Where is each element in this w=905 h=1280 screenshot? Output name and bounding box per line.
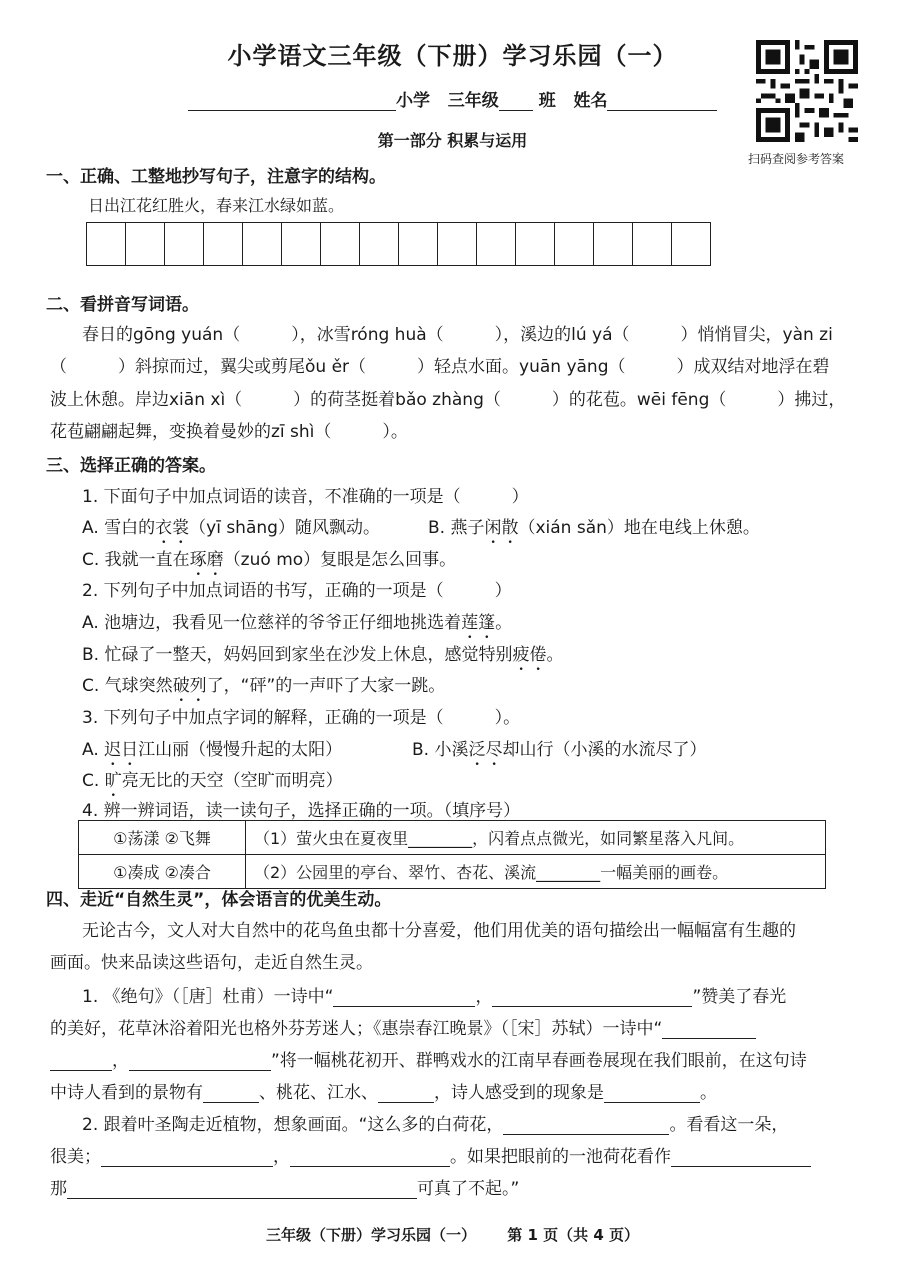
student-info-line	[188, 86, 717, 111]
answer-blank[interactable]	[662, 1020, 756, 1039]
q2-option-b[interactable]	[82, 640, 563, 675]
option-text: 亮无比的天空（空旷而明亮）	[121, 771, 343, 791]
question-text: 。如果把眼前的一池荷花看作	[450, 1147, 671, 1167]
question-text: ，	[273, 1147, 290, 1167]
name-field[interactable]	[607, 92, 717, 111]
option-text: 。	[546, 645, 564, 665]
dotted-word: 闲散	[484, 518, 519, 538]
word-options: ①凑成 ②凑合	[79, 855, 246, 889]
option-text: C. 我就一直在	[82, 550, 190, 570]
question-text: 很美；	[50, 1147, 101, 1167]
grid-cell[interactable]	[399, 223, 438, 265]
intro-line: 无论古今，文人对大自然中的花鸟鱼虫都十分喜爱，他们用优美的语句描绘出一幅幅富有生趣的	[82, 921, 796, 941]
option-text: 却山行（小溪的水流尽了）	[502, 740, 707, 760]
answer-blank[interactable]	[203, 1084, 259, 1103]
question-text: ”赞美了春光	[692, 987, 787, 1007]
lotus-question-line-1	[82, 1110, 788, 1135]
grid-cell[interactable]	[594, 223, 633, 265]
pinyin-line: 春日的gōng yuán（ ），冰雪róng huà（ ），溪边的lú yá（ ）悄悄冒尖，yàn zi	[82, 325, 833, 345]
class-field[interactable]	[499, 92, 533, 111]
question-text: 可真了不起。”	[417, 1179, 520, 1199]
dotted-word: 琢磨	[189, 550, 224, 570]
grid-cell[interactable]	[165, 223, 204, 265]
question-2: 2. 下列句子中加点词语的书写，正确的一项是（ ）	[82, 581, 512, 601]
question-text: 。看看这一朵，	[669, 1115, 789, 1135]
fill-sentence[interactable]: （1）萤火虫在夏夜里________，闪着点点微光，如同繁星落入凡间。	[246, 821, 826, 855]
question-text: ，	[475, 987, 493, 1007]
grid-cell[interactable]	[360, 223, 399, 265]
lotus-question-line-3	[50, 1174, 519, 1199]
pinyin-line: 花苞翩翩起舞，变换着曼妙的zī shì（ ）。	[50, 422, 408, 442]
writing-grid[interactable]	[86, 222, 711, 266]
q1-option-a[interactable]	[82, 513, 380, 548]
grid-cell[interactable]	[204, 223, 243, 265]
qr-code-icon[interactable]	[756, 40, 858, 142]
grid-cell[interactable]	[243, 223, 282, 265]
lotus-question-line-2	[50, 1142, 811, 1167]
dotted-word: 迟日	[104, 740, 139, 760]
school-suffix: 小学	[396, 91, 430, 111]
pinyin-line: 波上休憩。岸边xiān xì（ ）的荷茎挺着bǎo zhàng（ ）的花苞。wēi fēng（ ）拂过，	[50, 390, 846, 410]
page-number: 第 1 页（共 4 页）	[507, 1226, 640, 1244]
option-text: 江山丽（慢慢升起的太阳）	[138, 740, 343, 760]
option-text: A.	[82, 740, 105, 760]
dotted-word: 衣裳	[155, 518, 190, 538]
class-label: 班	[538, 91, 556, 111]
poem-question-line-4	[50, 1078, 717, 1103]
answer-blank[interactable]	[671, 1148, 811, 1167]
grid-cell[interactable]	[477, 223, 516, 265]
q3-option-b[interactable]	[412, 735, 706, 770]
section-1-heading: 一、正确、工整地抄写句子，注意字的结构。	[46, 167, 386, 187]
name-label: 姓名	[573, 91, 608, 111]
option-text: A. 池塘边，我看见一位慈祥的爷爷正仔细地挑选着	[82, 613, 462, 633]
question-text: ”将一幅桃花初开、群鸭戏水的江南早春画卷展现在我们眼前，在这句诗	[271, 1051, 807, 1071]
fill-sentence[interactable]: （2）公园里的亭台、翠竹、杏花、溪流________一幅美丽的画卷。	[246, 855, 826, 889]
answer-blank[interactable]	[333, 988, 475, 1007]
question-text: 。	[700, 1083, 717, 1103]
poem-question-line-2	[50, 1014, 756, 1039]
grid-cell[interactable]	[321, 223, 360, 265]
dotted-word: 旷	[104, 771, 122, 791]
intro-line: 画面。快来品读这些语句，走近自然生灵。	[50, 953, 373, 973]
answer-blank[interactable]	[503, 1116, 669, 1135]
question-3: 3. 下列句子中加点字词的解释，正确的一项是（ ）。	[82, 708, 521, 728]
dotted-word: 泛尽	[468, 740, 503, 760]
question-text: 那	[50, 1179, 67, 1199]
option-text: B. 忙碌了一整天，妈妈回到家坐在沙发上休息，感觉特别	[82, 645, 513, 665]
answer-blank[interactable]	[492, 988, 692, 1007]
table-row	[79, 855, 826, 889]
table-row	[79, 821, 826, 855]
section-4-heading: 四、走近“自然生灵”，体会语言的优美生动。	[46, 890, 392, 910]
q3-option-a[interactable]	[82, 735, 342, 770]
question-1: 1. 下面句子中加点词语的读音，不准确的一项是（ ）	[82, 487, 529, 507]
answer-blank[interactable]	[67, 1180, 417, 1199]
poem-question-line-3	[50, 1046, 807, 1071]
grid-cell[interactable]	[438, 223, 477, 265]
grid-cell[interactable]	[282, 223, 321, 265]
grade-label: 三年级	[447, 91, 499, 111]
question-text: 2. 跟着叶圣陶走近植物，想象画面。“这么多的白荷花，	[82, 1115, 504, 1135]
option-text: 了，“砰”的一声吓了大家一跳。	[206, 676, 446, 696]
answer-blank[interactable]	[604, 1084, 700, 1103]
option-text: C. 气球突然	[82, 676, 173, 696]
page-title: 小学语文三年级（下册）学习乐园（一）	[227, 42, 678, 70]
school-name-field[interactable]	[188, 92, 396, 111]
question-text: 1. 《绝句》（［唐］杜甫）一诗中“	[82, 987, 334, 1007]
dotted-word: 破列	[172, 676, 207, 696]
answer-blank[interactable]	[378, 1084, 434, 1103]
question-text: 的美好，花草沐浴着阳光也格外芬芳迷人；《惠崇春江晚景》（［宋］苏轼）一诗中“	[50, 1019, 663, 1039]
option-text: C.	[82, 771, 105, 791]
copy-sentence: 日出江花红胜火，春来江水绿如蓝。	[88, 196, 345, 215]
pinyin-line: （ ）斜掠而过，翼尖或剪尾ǒu ěr（ ）轻点水面。yuān yāng（ ）成双结对地浮在碧	[50, 357, 830, 377]
question-text: 中诗人看到的景物有	[50, 1083, 203, 1103]
qr-caption: 扫码查阅参考答案	[748, 152, 845, 166]
dotted-word: 莲篷	[461, 613, 496, 633]
option-text: （zuó mo）复眼是怎么回事。	[223, 550, 457, 570]
answer-blank[interactable]	[129, 1052, 271, 1071]
word-options: ①荡漾 ②飞舞	[79, 821, 246, 855]
section-2-heading: 二、看拼音写词语。	[46, 295, 199, 315]
question-text: ，	[112, 1051, 129, 1071]
poem-question-line-1	[82, 982, 786, 1007]
option-text: B. 燕子	[428, 518, 485, 538]
word-choice-table	[78, 820, 826, 889]
grid-cell[interactable]	[672, 223, 710, 265]
question-4: 4. 辨一辨词语，读一读句子，选择正确的一项。（填序号）	[82, 801, 521, 821]
q2-option-c[interactable]	[82, 671, 445, 706]
q2-option-a[interactable]	[82, 608, 512, 643]
part-title: 第一部分 积累与运用	[377, 131, 528, 150]
grid-cell[interactable]	[126, 223, 165, 265]
answer-blank[interactable]	[101, 1148, 273, 1167]
section-3-heading: 三、选择正确的答案。	[46, 456, 216, 476]
grid-cell[interactable]	[633, 223, 672, 265]
q1-option-c[interactable]	[82, 545, 456, 580]
answer-blank[interactable]	[290, 1148, 450, 1167]
grid-cell[interactable]	[87, 223, 126, 265]
q1-option-b[interactable]	[428, 513, 760, 548]
option-text: B. 小溪	[412, 740, 469, 760]
question-text: 、桃花、江水、	[259, 1083, 378, 1103]
dotted-word: 疲倦	[512, 645, 547, 665]
option-text: 。	[495, 613, 513, 633]
option-text: A. 雪白的	[82, 518, 156, 538]
grid-cell[interactable]	[516, 223, 555, 265]
option-text: （yī shāng）随风飘动。	[189, 518, 380, 538]
answer-blank[interactable]	[50, 1052, 112, 1071]
page-footer	[0, 1224, 905, 1245]
grid-cell[interactable]	[555, 223, 594, 265]
option-text: （xián sǎn）地在电线上休憩。	[518, 518, 760, 538]
footer-title: 三年级（下册）学习乐园（一）	[265, 1226, 476, 1244]
question-text: ，诗人感受到的现象是	[434, 1083, 604, 1103]
